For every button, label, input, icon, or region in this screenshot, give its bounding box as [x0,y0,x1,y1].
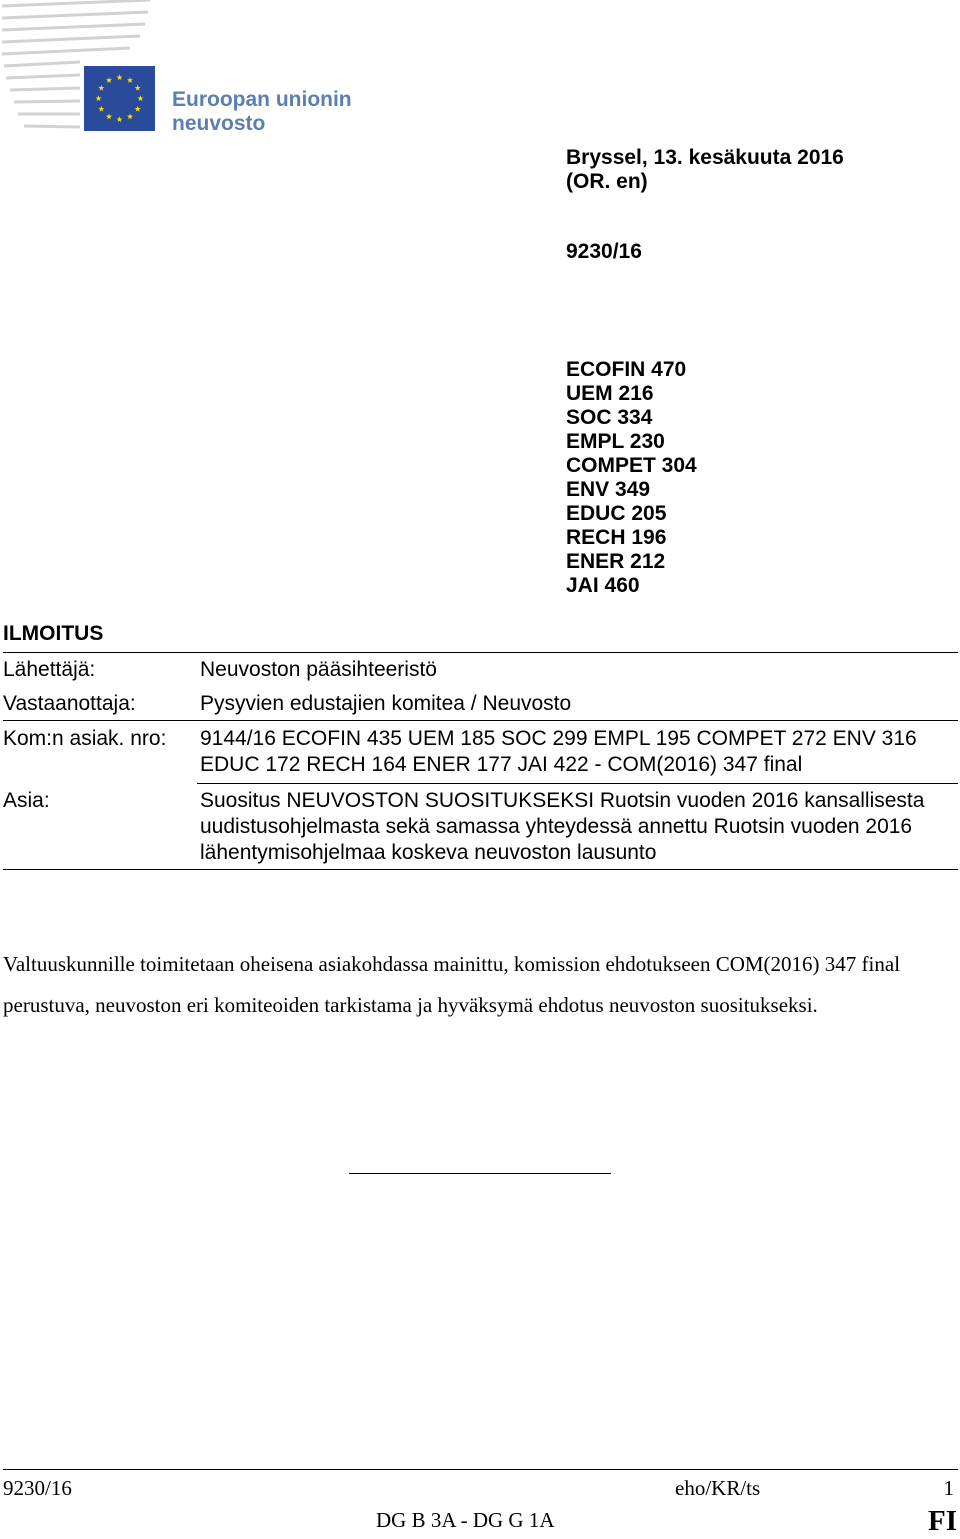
code-line: EDUC 205 [566,502,667,525]
body-paragraph: Valtuuskunnille toimitetaan oheisena asiakohdassa mainittu, komission ehdotukseen COM(2016) 347 final perustuva, neuvoston eri komiteoiden tarkistama ja hyväksymä ehdotus neuvoston suositukseksi. [3,952,901,1017]
divider [197,783,958,784]
original-language: (OR. en) [566,170,648,193]
organisation-name [172,88,392,136]
com-doc-value: 9144/16 ECOFIN 435 UEM 185 SOC 299 EMPL 195 COMPET 272 ENV 316 EDUC 172 RECH 164 ENER 177 JAI 422 - COM(2016) 347 final [200,727,917,776]
sender-value: Neuvoston pääsihteeristö [200,658,437,681]
code-line: SOC 334 [566,406,653,429]
divider [3,652,958,653]
classification-codes [566,358,697,598]
eu-flag-icon [84,66,155,131]
council-logo [0,0,380,140]
page-number: 1 [943,1476,954,1500]
subject-label: Asia: [3,789,50,812]
code-line: EMPL 230 [566,430,665,453]
language-code: FI [928,1505,957,1537]
footer-doc-number: 9230/16 [3,1476,72,1500]
footer-directorate: DG B 3A - DG G 1A [376,1508,555,1532]
com-doc-label: Kom:n asiak. nro: [3,727,167,750]
divider [3,869,958,870]
document-number: 9230/16 [566,240,642,263]
separator-line [349,1173,611,1174]
code-line: ENV 349 [566,478,651,501]
sender-label: Lähettäjä: [3,658,96,681]
footer-divider [3,1469,958,1470]
subject-value: Suositus NEUVOSTON SUOSITUKSEKSI Ruotsin vuoden 2016 kansallisesta uudistusohjelmasta sekä samassa yhteydessä annettu Ruotsin vuoden 2016 lähentymisohjelmaa koskeva neuvoston lausunto [200,789,925,864]
place-date-block [566,146,844,194]
divider [3,720,958,721]
place-date: Bryssel, 13. kesäkuuta 2016 [566,146,844,169]
footer-initials: eho/KR/ts [675,1476,761,1500]
recipient-label: Vastaanottaja: [3,692,136,715]
organisation-name-line-1: Euroopan unionin [172,88,352,111]
code-line: RECH 196 [566,526,667,549]
code-line: UEM 216 [566,382,654,405]
recipient-value: Pysyvien edustajien komitea / Neuvosto [200,692,572,715]
code-line: COMPET 304 [566,454,697,477]
code-line: ENER 212 [566,550,666,573]
notice-title: ILMOITUS [3,622,104,645]
code-line: JAI 460 [566,574,640,597]
code-line: ECOFIN 470 [566,358,687,381]
organisation-name-line-2: neuvosto [172,112,266,135]
